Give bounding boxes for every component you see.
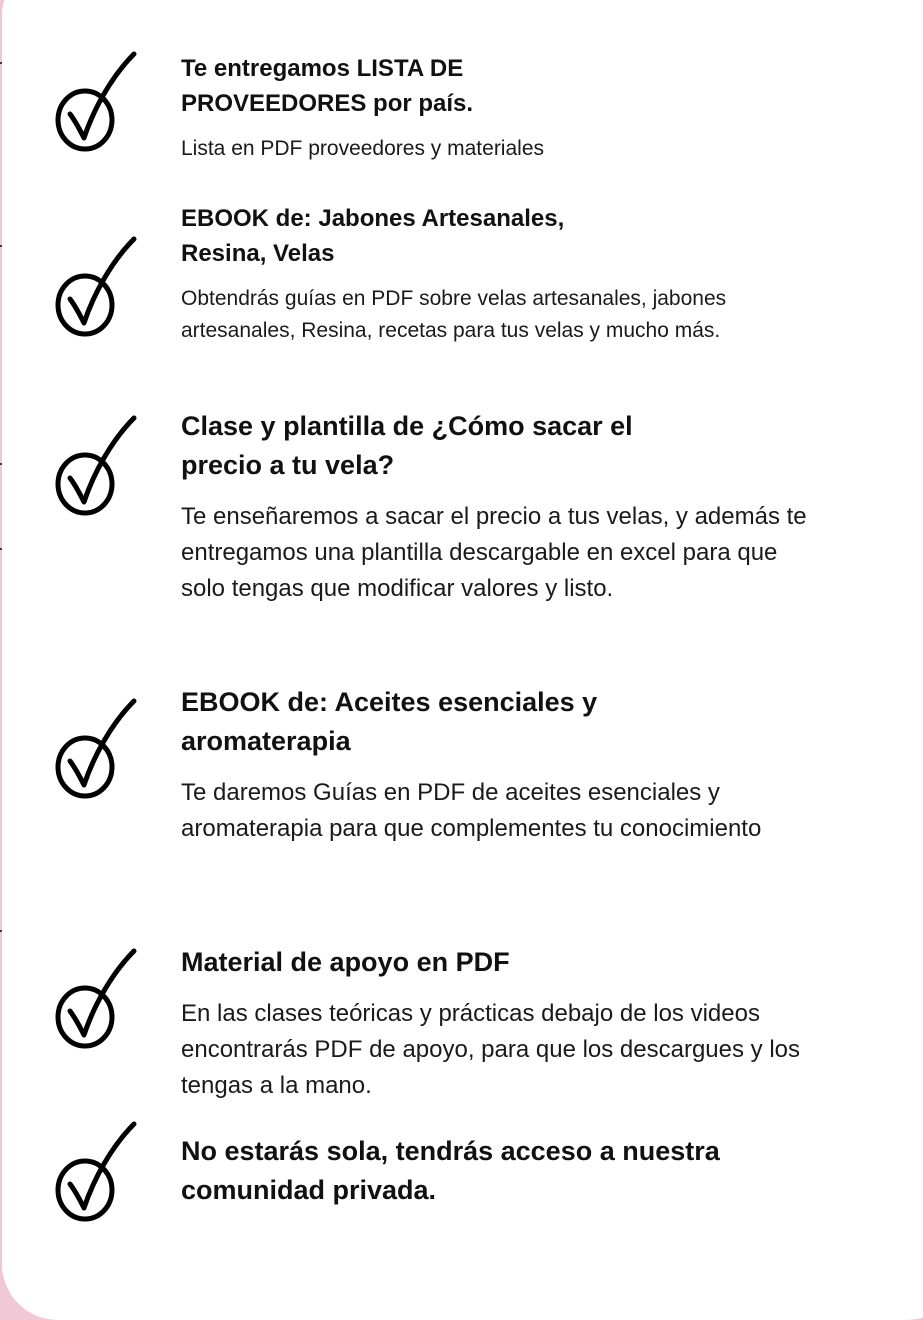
benefit-title: Material de apoyo en PDF	[181, 947, 510, 977]
benefits-card	[2, 0, 923, 1320]
benefit-title: No estarás sola, tendrás acceso a nuestra comunidad privada.	[181, 1136, 720, 1205]
benefit-description: Te daremos Guías en PDF de aceites esenciales y aromaterapia para que complementes tu conocimiento	[181, 779, 762, 842]
benefit-title: Clase y plantilla de ¿Cómo sacar el precio a tu vela?	[181, 411, 633, 480]
benefit-title: EBOOK de: Aceites esenciales y aromaterapia	[181, 687, 598, 756]
benefit-description: Obtendrás guías en PDF sobre velas artesanales, jabones artesanales, Resina, recetas para tus velas y mucho más.	[181, 287, 727, 342]
check-icon	[54, 48, 140, 158]
benefit-description: En las clases teóricas y prácticas debajo de los videos encontrarás PDF de apoyo, para que los descargues y los tengas a la mano.	[181, 1000, 801, 1099]
check-icon	[54, 412, 140, 522]
check-icon	[54, 945, 140, 1055]
benefit-title: EBOOK de: Jabones Artesanales, Resina, Velas	[181, 205, 565, 267]
check-icon	[54, 1118, 140, 1228]
check-icon	[54, 233, 140, 343]
benefit-description: Lista en PDF proveedores y materiales	[181, 137, 544, 160]
check-icon	[54, 695, 140, 805]
benefit-description: Te enseñaremos a sacar el precio a tus velas, y además te entregamos una plantilla descargable en excel para que solo tengas que modificar valores y listo.	[181, 503, 807, 602]
benefit-title: Te entregamos LISTA DE PROVEEDORES por país.	[181, 55, 474, 117]
